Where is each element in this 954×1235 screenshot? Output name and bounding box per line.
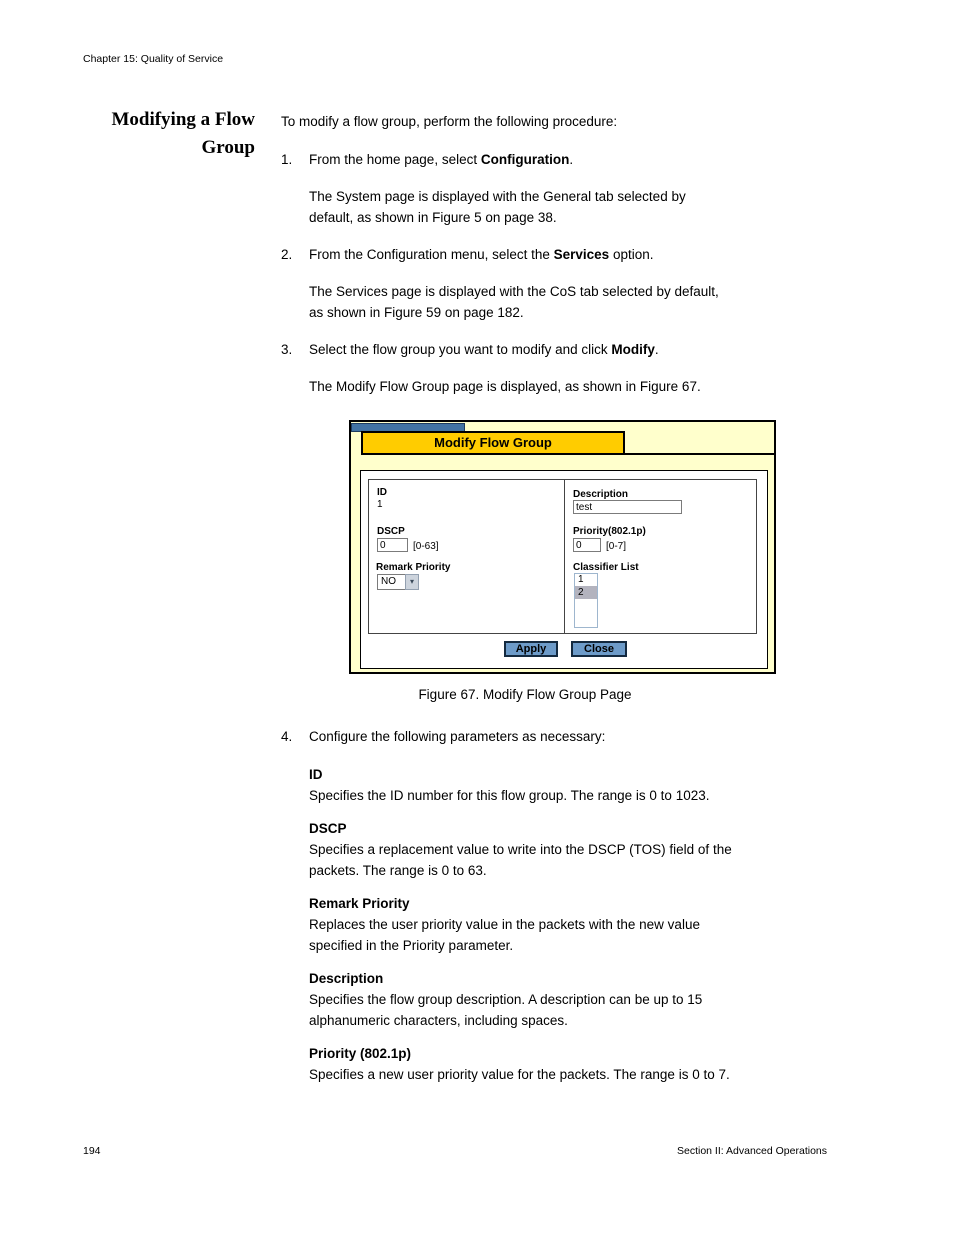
step-1-detail-line: The System page is displayed with the General tab selected by <box>309 189 686 204</box>
chevron-down-icon[interactable]: ▾ <box>405 574 419 590</box>
classifier-listbox[interactable] <box>574 573 598 628</box>
id-value: 1 <box>377 499 383 510</box>
priority-range-hint: [0-7] <box>606 541 627 552</box>
param-line: alphanumeric characters, including spaces. <box>309 1013 568 1028</box>
remark-priority-dropdown[interactable] <box>377 574 419 590</box>
priority-input[interactable] <box>573 538 601 552</box>
dropdown-value: NO <box>377 574 405 590</box>
id-label: ID <box>377 487 387 498</box>
step-1 <box>281 150 573 170</box>
description-input[interactable] <box>573 500 682 514</box>
priority-label: Priority(802.1p) <box>573 526 646 537</box>
step-number: 1. <box>281 152 293 167</box>
param-line: packets. The range is 0 to 63. <box>309 863 487 878</box>
dialog-form-panel <box>368 479 757 634</box>
dscp-label: DSCP <box>377 526 405 537</box>
param-line: Specifies a replacement value to write into the DSCP (TOS) field of the <box>309 842 732 857</box>
step-3 <box>281 340 659 360</box>
step-text: Configure the following parameters as necessary: <box>309 729 606 744</box>
footer-page-number: 194 <box>83 1145 101 1157</box>
param-line: Replaces the user priority value in the packets with the new value <box>309 917 700 932</box>
step-text-post: . <box>569 152 574 167</box>
dscp-input[interactable] <box>377 538 408 552</box>
classifier-list-label: Classifier List <box>573 562 639 573</box>
param-line: Specifies the ID number for this flow group. The range is 0 to 1023. <box>309 788 710 803</box>
param-line: specified in the Priority parameter. <box>309 938 514 953</box>
section-title-line1: Modifying a Flow <box>111 109 255 130</box>
param-line: Specifies a new user priority value for the packets. The range is 0 to 7. <box>309 1067 730 1082</box>
footer-section-title: Section II: Advanced Operations <box>676 1145 827 1157</box>
dialog-title-tab <box>361 431 625 455</box>
step-text: From the home page, select <box>309 152 481 167</box>
remark-priority-label: Remark Priority <box>376 562 451 573</box>
param-line: Specifies the flow group description. A description can be up to 15 <box>309 992 703 1007</box>
step-number: 2. <box>281 247 293 262</box>
step-text-post: . <box>654 342 659 357</box>
step-bold-text: Services <box>553 247 610 262</box>
step-text: Select the flow group you want to modify and click <box>309 342 612 357</box>
param-name: ID <box>309 767 323 782</box>
step-3-detail-line: The Modify Flow Group page is displayed, as shown in Figure 67. <box>309 379 701 394</box>
classifier-item-selected[interactable]: 2 <box>575 586 597 599</box>
dscp-range-hint: [0-63] <box>413 541 439 552</box>
step-bold-text: Configuration <box>480 152 570 167</box>
section-title-line2: Group <box>201 137 255 158</box>
figure-modify-flow-group <box>349 420 776 674</box>
step-number: 3. <box>281 342 293 357</box>
column-divider <box>564 480 565 633</box>
step-bold-text: Modify <box>611 342 655 357</box>
step-text: From the Configuration menu, select the <box>309 247 554 262</box>
description-label: Description <box>573 489 629 500</box>
page-header: Chapter 15: Quality of Service <box>83 53 224 65</box>
param-name: Remark Priority <box>309 896 410 911</box>
figure-caption: Figure 67. Modify Flow Group Page <box>418 687 632 702</box>
intro-text: To modify a flow group, perform the following procedure: <box>281 114 618 129</box>
classifier-item[interactable]: 1 <box>578 574 584 585</box>
param-name: DSCP <box>309 821 347 836</box>
step-4 <box>281 727 605 747</box>
section-title <box>60 106 255 162</box>
dialog-title: Modify Flow Group <box>434 435 552 450</box>
apply-button[interactable]: Apply <box>504 641 558 657</box>
param-name: Priority (802.1p) <box>309 1046 412 1061</box>
dialog-content-panel <box>360 470 768 669</box>
param-name: Description <box>309 971 384 986</box>
step-2 <box>281 245 653 265</box>
close-button[interactable]: Close <box>571 641 627 657</box>
dialog-tab-rule <box>625 453 774 455</box>
step-1-detail-line: default, as shown in Figure 5 on page 38. <box>309 210 557 225</box>
step-2-detail-line: The Services page is displayed with the CoS tab selected by default, <box>309 284 719 299</box>
step-text-post: option. <box>609 247 654 262</box>
step-number: 4. <box>281 729 293 744</box>
step-2-detail-line: as shown in Figure 59 on page 182. <box>309 305 524 320</box>
